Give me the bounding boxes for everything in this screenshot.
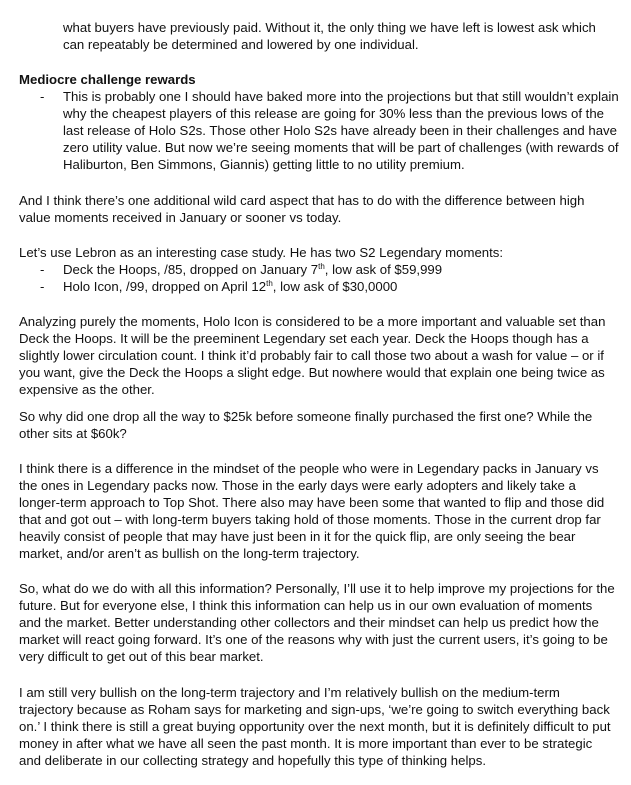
lebron-intro-paragraph: Let’s use Lebron as an interesting case study. He has two S2 Legendary moments:: [19, 245, 504, 260]
moment-text-part: Deck the Hoops, /85, dropped on January 7: [63, 262, 319, 277]
question-paragraph: So why did one drop all the way to $25k before someone finally purchased the first one? While the other sits at $60k?: [19, 409, 593, 441]
list-item: [19, 261, 619, 278]
information-paragraph: So, what do we do with all this information? Personally, I’ll use it to help improve my projections for the future. But for everyone else, I think this information can help us in our own evaluation of moments and the market. Better understanding other collectors and their mindset can help us predict how the market will react going forward. It’s one of the reasons why with just the current users, it’s going to be very difficult to get out of this bear market.: [19, 581, 615, 664]
moment-text-part: , low ask of $59,999: [324, 262, 443, 277]
challenge-bullet-text: This is probably one I should have baked more into the projections but that still wouldn’t explain why the cheapest players of this release are going for 30% less than the previous lows of the last release of Holo S2s. Those other Holo S2s have already been in their challenges and have zero utility value. But now we’re seeing moments that will be part of challenges (with rewards of Haliburton, Ben Simmons, Giannis) getting little to no utility premium.: [63, 89, 619, 172]
top-continuation-text: what buyers have previously paid. Without it, the only thing we have left is lowest ask which can repeatably be determined and lowered by one individual.: [63, 20, 596, 52]
mindset-paragraph: I think there is a difference in the mindset of the people who were in Legendary packs in January vs the ones in Legendary packs now. Those in the early days were early adopters and likely take a longer-term approach to Top Shot. There also may have been some that wanted to flip and those did that and got out – with long-term buyers taking hold of those moments. Those in the current drop far heavily consist of people that may have just been in it for the quick flip, are only seeing the bear market, and/or aren’t as bullish on the long-term trajectory.: [19, 461, 605, 561]
wild-card-paragraph: And I think there’s one additional wild card aspect that has to do with the difference between high value moments received in January or sooner vs today.: [19, 193, 585, 225]
section-heading: Mediocre challenge rewards: [19, 72, 196, 87]
bullish-paragraph: I am still very bullish on the long-term trajectory and I’m relatively bullish on the medium-term trajectory because as Roham says for marketing and sign-ups, ‘we’re going to switch everything back on.’ I think there is still a great buying opportunity over the next month, but it is definitely difficult to put money in after what we have all seen the past month. It is more important than ever to be strategic and deliberate in our collecting strategy and hopefully this type of thinking helps.: [19, 685, 611, 768]
bullet-dash: -: [40, 89, 45, 104]
bullet-dash: -: [40, 279, 45, 294]
analysis-paragraph: Analyzing purely the moments, Holo Icon is considered to be a more important and valuable set than Deck the Hoops. It will be the preeminent Legendary set each year. Deck the Hoops though has a slightly lower circulation count. I think it’d probably fair to call those two about a wash for value – or if you want, give the Deck the Hoops a slight edge. But nowhere would that explain one being twice as expensive as the other.: [19, 314, 606, 397]
list-item: [19, 278, 619, 295]
ordinal-suffix: th: [266, 279, 273, 288]
moment-text: [63, 278, 397, 295]
bullet-dash: -: [40, 262, 45, 277]
ordinal-suffix: th: [318, 262, 325, 271]
moment-text: [63, 261, 442, 278]
moment-text-part: , low ask of $30,0000: [272, 279, 398, 294]
moment-text-part: Holo Icon, /99, dropped on April 12: [63, 279, 267, 294]
